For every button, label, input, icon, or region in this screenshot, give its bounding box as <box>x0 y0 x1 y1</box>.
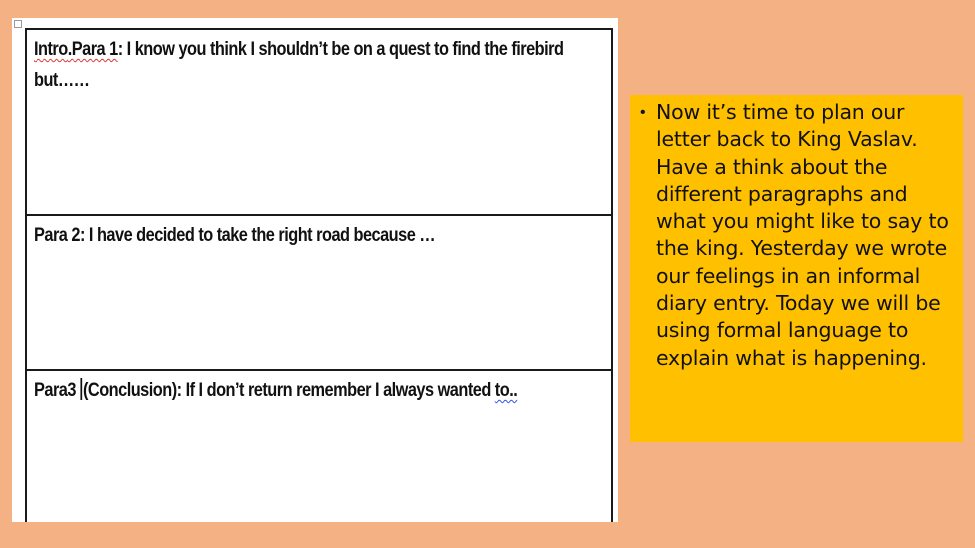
intro-prompt-text: : I know you think I shouldn’t be on a quest to find the firebird but…… <box>34 39 564 91</box>
intro-lead-word: Intro <box>34 39 68 60</box>
text-cursor <box>81 378 82 400</box>
table-row-para2 <box>27 216 611 371</box>
paragraph-plan-table <box>25 28 613 522</box>
table-row-para3 <box>27 371 611 522</box>
table-handle-icon <box>14 20 22 28</box>
instruction-bullet-item <box>640 99 957 372</box>
instruction-text: Now it’s time to plan our letter back to King Vaslav. Have a think about the different paragraphs and what you might like to say to the king. Yesterday we wrote our feelings in an informal diary entry. Today we will be using formal language to explain what is happening. <box>656 100 949 370</box>
para3-lead: Para3 <box>34 380 80 401</box>
intro-lead-rest: .Para 1 <box>67 39 118 60</box>
intro-prompt <box>34 34 619 96</box>
para3-prompt <box>34 375 619 406</box>
para2-prompt: Para 2: I have decided to take the right road because … <box>34 225 436 246</box>
table-row-intro <box>27 30 611 216</box>
instruction-box <box>630 95 963 442</box>
para3-prompt-text: (Conclusion): If I don’t return remember I always wanted <box>82 380 495 401</box>
bullet-icon: • <box>640 104 646 121</box>
worksheet-image <box>12 18 618 522</box>
para3-tail: to.. <box>494 380 518 401</box>
